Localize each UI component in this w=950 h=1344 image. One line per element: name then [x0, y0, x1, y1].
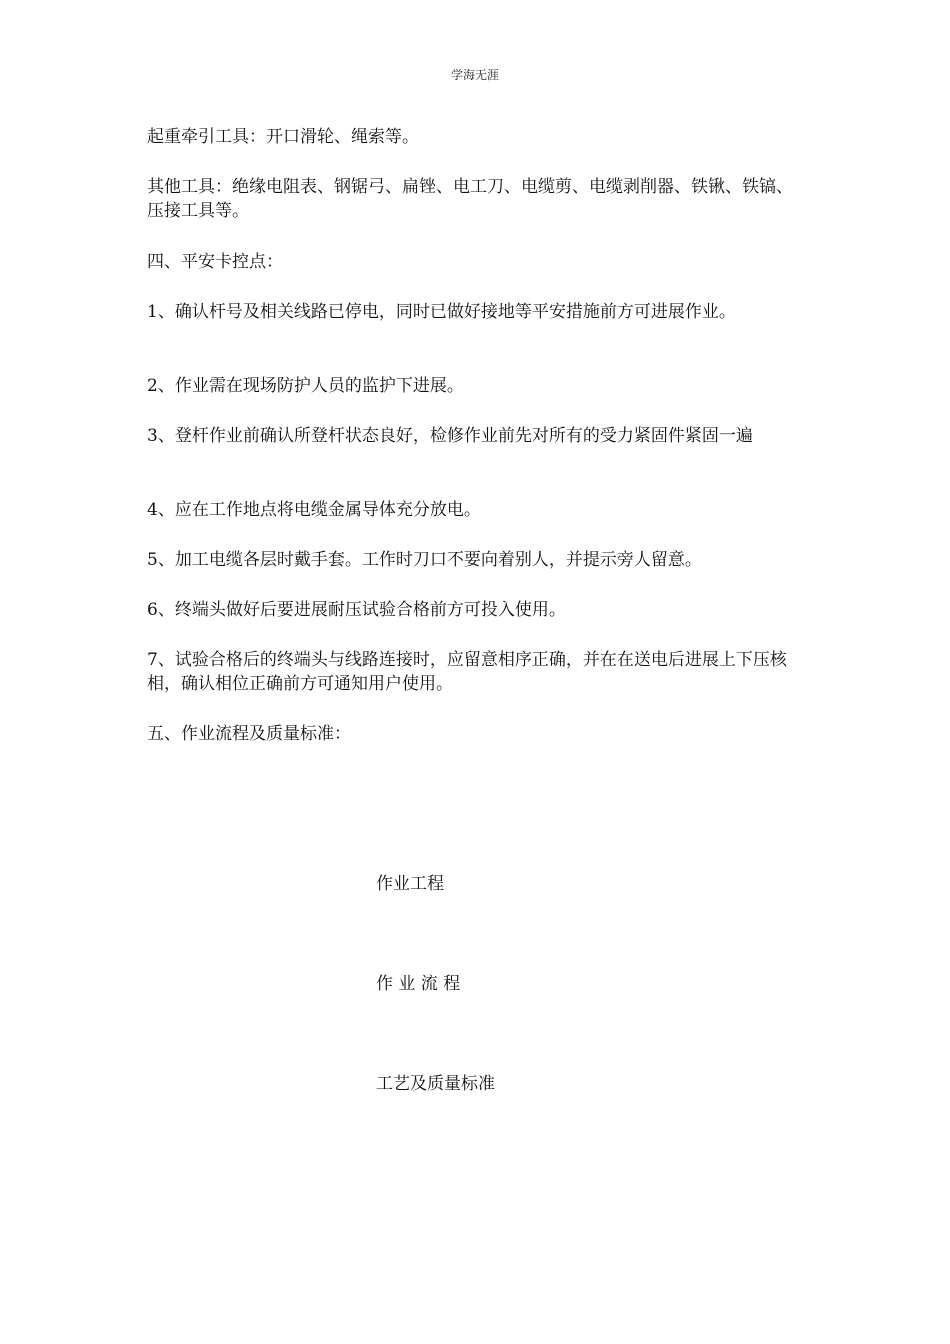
- paragraph-safety-7: 7、试验合格后的终端头与线路连接时，应留意相序正确，并在在送电后进展上下压核相，确认相位正确前方可通知用户使用。: [147, 650, 787, 694]
- paragraph-safety-4: 4、应在工作地点将电缆金属导体充分放电。: [147, 500, 481, 520]
- table-label-work-item: 作业工程: [376, 874, 444, 894]
- paragraph-other-tools: 其他工具：绝缘电阻表、钢锯弓、扁锉、电工刀、电缆剪、电缆剥削器、铁锹、铁镐、压接工具等。: [147, 177, 793, 221]
- table-label-quality-standard: 工艺及质量标准: [376, 1074, 495, 1094]
- page-header: 学海无涯: [450, 68, 499, 82]
- paragraph-safety-2: 2、作业需在现场防护人员的监护下进展。: [147, 376, 464, 396]
- paragraph-safety-5: 5、加工电缆各层时戴手套。工作时刀口不要向着别人，并提示旁人留意。: [147, 550, 702, 570]
- section-heading-safety: 四、平安卡控点：: [147, 252, 283, 272]
- section-heading-workflow: 五、作业流程及质量标准：: [147, 724, 351, 744]
- table-label-work-flow: 作 业 流 程: [376, 974, 461, 994]
- paragraph-safety-3: 3、登杆作业前确认所登杆状态良好，检修作业前先对所有的受力紧固件紧固一遍: [147, 426, 753, 446]
- paragraph-safety-6: 6、终端头做好后要进展耐压试验合格前方可投入使用。: [147, 600, 566, 620]
- paragraph-safety-1: 1、确认杆号及相关线路已停电，同时已做好接地等平安措施前方可进展作业。: [147, 302, 736, 322]
- paragraph-lifting-tools: 起重牵引工具：开口滑轮、绳索等。: [147, 127, 419, 147]
